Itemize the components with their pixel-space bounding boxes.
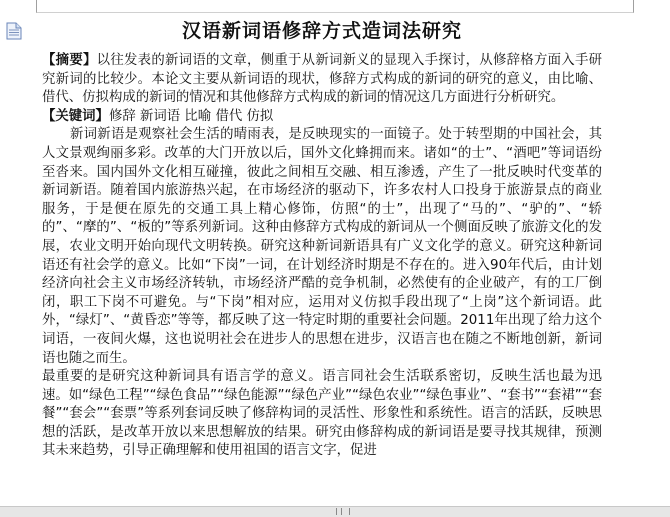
page-top-edge <box>36 0 634 13</box>
keywords-text: 修辞 新词语 比喻 借代 仿拟 <box>108 108 274 124</box>
abstract-text: 以往发表的新词语的文章，侧重于从新词新义的显现入手探讨，从修辞格方面入手研究新词的比较少。本论文主要从新词语的现状，修辞方式构成的新词的研究的意义，由比喻、借代、仿拟构成的新词的情况和其他修辞方式构成的新词的情况这几方面进行分析研究。 <box>42 53 603 106</box>
horizontal-scrollbar[interactable] <box>0 506 670 517</box>
body-paragraph-2: 最重要的是研究这种新词具有语言学的意义。语言同社会生活联系密切，反映生活也最为迅速。如“绿色工程”“绿色食品”“绿色能源”“绿色产业”“绿色农业”“绿色事业”、“套书”“套裙”“套餐”“套会”“套票”等系列套词反映了修辞构词的灵活性、形象性和系统性。语言的活跃，反映思想的活跃，是改革开放以来思想解放的结果。研究由修辞构成的新词语是要寻找其规律，预测其未来趋势，引导正确理解和使用祖国的语言文字，促进 <box>42 369 602 459</box>
abstract-paragraph <box>42 52 602 108</box>
keywords-paragraph <box>42 108 602 127</box>
document-title: 汉语新词语修辞方式造词法研究 <box>181 20 462 42</box>
abstract-label: 【摘要】 <box>42 53 97 68</box>
grip-icon[interactable] <box>336 508 350 515</box>
document-body[interactable] <box>42 14 602 461</box>
keywords-label: 【关键词】 <box>42 108 109 124</box>
body-paragraph-1: 新词新语是观察社会生活的晴雨表，是反映现实的一面镜子。处于转型期的中国社会，其人文景观绚丽多彩。改革的大门开放以后，国外文化蜂拥而来。诸如“的士”、“酒吧”等词语纷至沓来。国内国外文化相互碰撞，彼此之间相互交融、相互渗透，产生了一批反映时代变革的新词新语。随着国内旅游热兴起，在市场经济的驱动下，许多农村人口投身于旅游景点的商业服务，于是便在原先的交通工具上精心修饰，仿照“的士”，出现了“马的”、“驴的”、“轿的”、“摩的”、“板的”等系列新词。这种由修辞方式构成的新词从一个侧面反映了旅游文化的发展，农业文明开始向现代文明转换。研究这种新词新语具有广义文化学的意义。研究这种新词语还有社会学的意义。比如“下岗”一词，在计划经济时期是不存在的。进入90年代后，由计划经济向社会主义市场经济转轨，市场经济严酷的竞争机制，必然使有的企业破产，有的工厂倒闭，职工下岗不可避免。与“下岗”相对应，运用对义仿拟手段出现了“上岗”这个新词语。此外，“绿灯”、“黄昏恋”等等，都反映了这一特定时期的重要社会问题。2011年出现了给力这个词语，一夜间火爆，这也说明社会在进步人的思想在进步，汉语言也在随之不断地创新，新词语也随之而生。 <box>42 127 602 366</box>
document-icon[interactable] <box>6 22 22 40</box>
